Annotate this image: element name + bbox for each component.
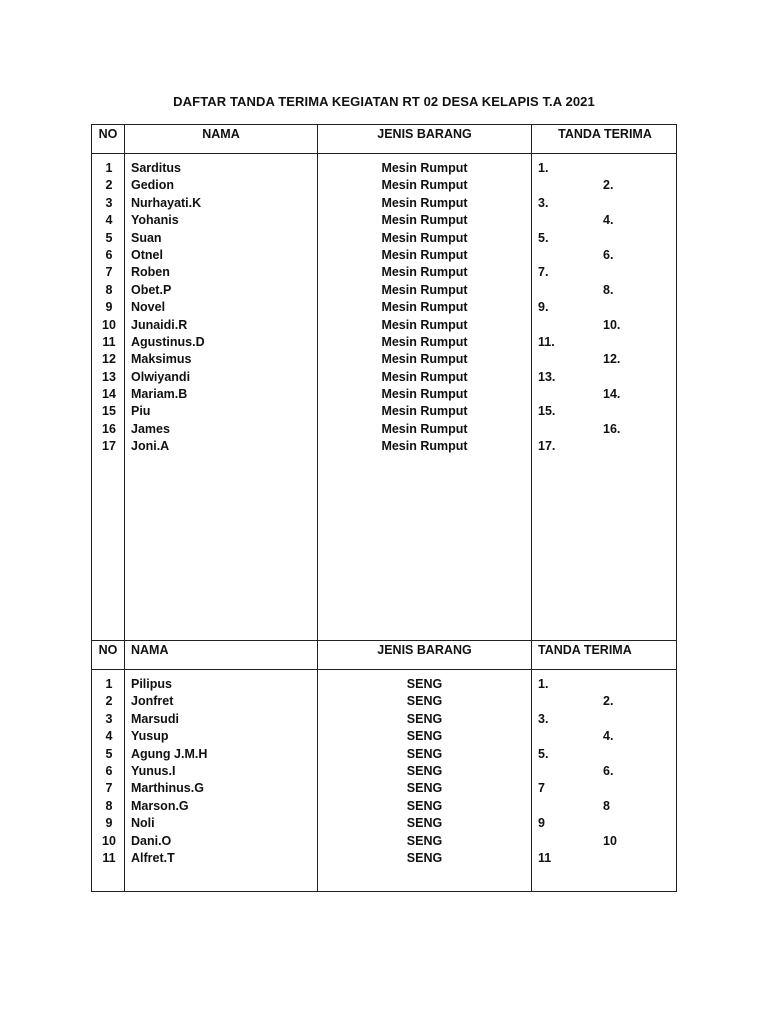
row-nama: Marsudi	[131, 711, 179, 726]
table-row	[92, 728, 676, 745]
row-nama: Agung J.M.H	[131, 746, 208, 761]
table-row	[92, 386, 676, 403]
row-jenis-barang: SENG	[406, 850, 443, 865]
row-nama: Suan	[131, 230, 162, 245]
row-number: 10	[102, 317, 116, 332]
row-nama: Olwiyandi	[131, 369, 191, 384]
row-nama: Yunus.I	[131, 763, 176, 778]
table-row	[92, 833, 676, 850]
row-nama: Piu	[131, 404, 151, 419]
row-number: 9	[105, 300, 113, 315]
row-nama: Pilipus	[131, 677, 172, 691]
row-number: 4	[105, 213, 113, 228]
row-jenis-barang: Mesin Rumput	[381, 352, 468, 367]
header-no: NO	[98, 643, 118, 657]
row-nama: Sarditus	[131, 161, 182, 175]
row-tanda-terima: 4.	[603, 213, 614, 228]
row-jenis-barang: Mesin Rumput	[381, 265, 468, 280]
row-tanda-terima: 4.	[603, 729, 614, 744]
table-row	[92, 746, 676, 763]
row-tanda-terima: 12.	[603, 352, 621, 367]
row-number: 8	[105, 798, 113, 813]
row-number: 10	[102, 833, 116, 848]
row-jenis-barang: SENG	[406, 677, 443, 691]
row-tanda-terima: 3.	[538, 711, 549, 726]
row-jenis-barang: Mesin Rumput	[381, 387, 468, 402]
row-nama: Yusup	[131, 729, 169, 744]
row-jenis-barang: Mesin Rumput	[381, 195, 468, 210]
table-row	[92, 693, 676, 710]
row-number: 4	[105, 729, 113, 744]
row-nama: Noli	[131, 816, 155, 831]
row-tanda-terima: 9	[538, 816, 545, 831]
receipt-table-mesin-rumput	[91, 124, 677, 641]
row-number: 8	[105, 282, 113, 297]
row-jenis-barang: SENG	[406, 729, 443, 744]
row-nama: Novel	[131, 300, 166, 315]
row-number: 7	[105, 781, 113, 796]
row-nama: Otnel	[131, 247, 163, 262]
row-jenis-barang: Mesin Rumput	[381, 421, 468, 436]
row-tanda-terima: 9.	[538, 300, 549, 315]
header-divider	[92, 153, 676, 154]
table-row	[92, 763, 676, 780]
row-nama: Mariam.B	[131, 387, 188, 402]
receipt-table-seng	[91, 641, 677, 892]
row-tanda-terima: 5.	[538, 230, 549, 245]
row-tanda-terima: 10.	[603, 317, 621, 332]
table-row	[92, 421, 676, 438]
row-number: 16	[102, 421, 116, 436]
table-row	[92, 351, 676, 368]
row-nama: Maksimus	[131, 352, 192, 367]
row-jenis-barang: Mesin Rumput	[381, 300, 468, 315]
table-row	[92, 230, 676, 247]
table-body	[92, 676, 676, 867]
row-jenis-barang: Mesin Rumput	[381, 247, 468, 262]
row-tanda-terima: 2.	[603, 178, 614, 193]
table-row	[92, 369, 676, 386]
row-number: 6	[105, 763, 113, 778]
row-nama: Dani.O	[131, 833, 172, 848]
table-body	[92, 160, 676, 456]
header-jenis-barang: JENIS BARANG	[377, 643, 472, 657]
row-number: 11	[102, 850, 116, 865]
row-nama: Roben	[131, 265, 170, 280]
row-number: 7	[105, 265, 113, 280]
row-nama: Alfret.T	[131, 850, 175, 865]
row-tanda-terima: 1.	[538, 161, 549, 175]
row-jenis-barang: SENG	[406, 746, 443, 761]
header-nama: NAMA	[131, 643, 169, 657]
header-jenis-barang: JENIS BARANG	[377, 127, 472, 141]
table-row	[92, 247, 676, 264]
row-number: 3	[105, 195, 113, 210]
row-jenis-barang: Mesin Rumput	[381, 317, 468, 332]
row-nama: Gedion	[131, 178, 175, 193]
row-tanda-terima: 1.	[538, 677, 549, 691]
row-number: 1	[105, 677, 113, 691]
header-nama: NAMA	[202, 127, 240, 141]
row-jenis-barang: Mesin Rumput	[381, 369, 468, 384]
row-nama: Junaidi.R	[131, 317, 188, 332]
table-row	[92, 780, 676, 797]
row-nama: Jonfret	[131, 694, 174, 709]
row-jenis-barang: SENG	[406, 833, 443, 848]
header-tanda-terima: TANDA TERIMA	[558, 127, 652, 141]
table-row	[92, 711, 676, 728]
table-row	[92, 798, 676, 815]
header-no: NO	[98, 127, 118, 141]
row-number: 5	[105, 230, 113, 245]
row-number: 11	[102, 334, 116, 349]
row-tanda-terima: 5.	[538, 746, 549, 761]
row-jenis-barang: Mesin Rumput	[381, 161, 468, 175]
row-nama: Marson.G	[131, 798, 189, 813]
row-tanda-terima: 6.	[603, 247, 614, 262]
row-tanda-terima: 16.	[603, 421, 621, 436]
row-number: 2	[105, 178, 113, 193]
row-number: 12	[102, 352, 116, 367]
row-tanda-terima: 10	[603, 833, 617, 848]
table-row	[92, 177, 676, 194]
table-row	[92, 403, 676, 420]
row-jenis-barang: SENG	[406, 763, 443, 778]
table-row	[92, 815, 676, 832]
row-tanda-terima: 17.	[538, 439, 556, 454]
row-tanda-terima: 7.	[538, 265, 549, 280]
row-number: 6	[105, 247, 113, 262]
row-tanda-terima: 8	[603, 798, 610, 813]
row-number: 5	[105, 746, 113, 761]
row-tanda-terima: 11.	[538, 334, 555, 349]
row-jenis-barang: SENG	[406, 781, 443, 796]
row-jenis-barang: SENG	[406, 798, 443, 813]
table-row	[92, 195, 676, 212]
row-nama: Obet.P	[131, 282, 172, 297]
row-number: 13	[102, 369, 116, 384]
row-nama: James	[131, 421, 170, 436]
row-tanda-terima: 3.	[538, 195, 549, 210]
row-tanda-terima: 8.	[603, 282, 614, 297]
header-tanda-terima: TANDA TERIMA	[538, 643, 632, 657]
row-number: 9	[105, 816, 113, 831]
row-tanda-terima: 14.	[603, 387, 621, 402]
table-row	[92, 264, 676, 281]
row-tanda-terima: 11	[538, 850, 552, 865]
row-jenis-barang: SENG	[406, 711, 443, 726]
row-tanda-terima: 13.	[538, 369, 556, 384]
row-number: 17	[102, 439, 116, 454]
row-nama: Yohanis	[131, 213, 179, 228]
row-jenis-barang: SENG	[406, 816, 443, 831]
table-row	[92, 850, 676, 867]
row-jenis-barang: Mesin Rumput	[381, 334, 468, 349]
row-jenis-barang: Mesin Rumput	[381, 178, 468, 193]
row-jenis-barang: Mesin Rumput	[381, 282, 468, 297]
row-tanda-terima: 15.	[538, 404, 556, 419]
row-nama: Marthinus.G	[131, 781, 204, 796]
table-row	[92, 160, 676, 177]
row-number: 1	[105, 161, 113, 175]
row-jenis-barang: SENG	[406, 694, 443, 709]
row-nama: Nurhayati.K	[131, 195, 202, 210]
table-row	[92, 438, 676, 455]
table-row	[92, 282, 676, 299]
row-tanda-terima: 2.	[603, 694, 614, 709]
row-jenis-barang: Mesin Rumput	[381, 439, 468, 454]
header-divider	[92, 669, 676, 670]
table-row	[92, 334, 676, 351]
document-title: DAFTAR TANDA TERIMA KEGIATAN RT 02 DESA KELAPIS T.A 2021	[173, 94, 595, 109]
row-nama: Agustinus.D	[131, 334, 205, 349]
row-tanda-terima: 6.	[603, 763, 614, 778]
table-row	[92, 299, 676, 316]
row-number: 2	[105, 694, 113, 709]
row-nama: Joni.A	[131, 439, 170, 454]
row-number: 15	[102, 404, 116, 419]
table-row	[92, 212, 676, 229]
row-jenis-barang: Mesin Rumput	[381, 230, 468, 245]
row-tanda-terima: 7	[538, 781, 545, 796]
row-jenis-barang: Mesin Rumput	[381, 213, 468, 228]
row-number: 14	[102, 387, 116, 402]
table-row	[92, 676, 676, 693]
row-number: 3	[105, 711, 113, 726]
table-row	[92, 317, 676, 334]
row-jenis-barang: Mesin Rumput	[381, 404, 468, 419]
